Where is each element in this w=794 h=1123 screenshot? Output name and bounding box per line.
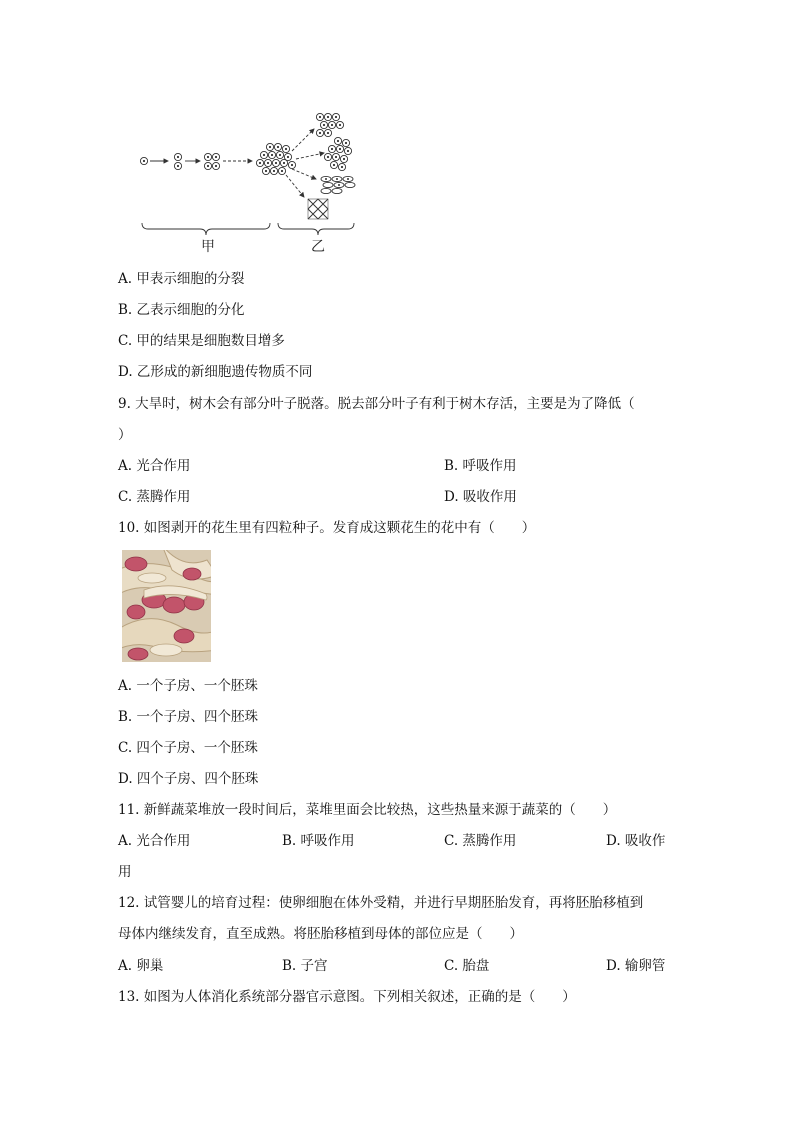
q11-option-c: C. 蒸腾作用 [444, 833, 517, 849]
q9-option-b: B. 呼吸作用 [444, 458, 517, 474]
q11-option-d-wrap: 用 [118, 864, 132, 880]
q10-option-b: B. 一个子房、四个胚珠 [118, 709, 259, 725]
q11-option-d: D. 吸收作 [606, 833, 666, 849]
q12-option-b: B. 子宫 [282, 958, 328, 974]
q12-stem-wrap: 母体内继续发育，直至成熟。将胚胎移植到母体的部位应是（ ） [118, 926, 523, 942]
q13-stem: 13. 如图为人体消化系统部分器官示意图。下列相关叙述，正确的是（ ） [118, 989, 576, 1005]
q12-option-a: A. 卵巢 [118, 958, 164, 974]
q12-option-c: C. 胎盘 [444, 958, 490, 974]
q9-stem-wrap: ） [118, 427, 132, 443]
q9-option-d: D. 吸收作用 [444, 489, 517, 505]
q9-option-a: A. 光合作用 [118, 458, 191, 474]
q10-stem: 10. 如图剥开的花生里有四粒种子。发育成这颗花生的花中有（ ） [118, 520, 536, 536]
q8-option-b: B. 乙表示细胞的分化 [118, 302, 245, 318]
q8-option-a: A. 甲表示细胞的分裂 [118, 271, 245, 287]
q9-option-c: C. 蒸腾作用 [118, 489, 191, 505]
q11-stem: 11. 新鲜蔬菜堆放一段时间后，菜堆里面会比较热，这些热量来源于蔬菜的（ ） [118, 802, 617, 818]
q10-option-d: D. 四个子房、四个胚珠 [118, 771, 259, 787]
q11-option-a: A. 光合作用 [118, 833, 191, 849]
label-yi: 乙 [311, 239, 325, 255]
q10-option-a: A. 一个子房、一个胚珠 [118, 678, 258, 694]
q8-option-c: C. 甲的结果是细胞数目增多 [118, 333, 285, 349]
peanut-photo [122, 550, 211, 662]
q12-stem: 12. 试管婴儿的培育过程：使卵细胞在体外受精，并进行早期胚胎发育，再将胚胎移植到 [118, 895, 644, 911]
q9-stem: 9. 大旱时，树木会有部分叶子脱落。脱去部分叶子有利于树木存活，主要是为了降低（ [118, 396, 635, 412]
label-jia: 甲 [201, 239, 215, 255]
cell-division-figure [130, 105, 370, 255]
q10-option-c: C. 四个子房、一个胚珠 [118, 740, 258, 756]
q11-option-b: B. 呼吸作用 [282, 833, 355, 849]
q12-option-d: D. 输卵管 [606, 958, 666, 974]
q8-option-d: D. 乙形成的新细胞遗传物质不同 [118, 364, 313, 380]
